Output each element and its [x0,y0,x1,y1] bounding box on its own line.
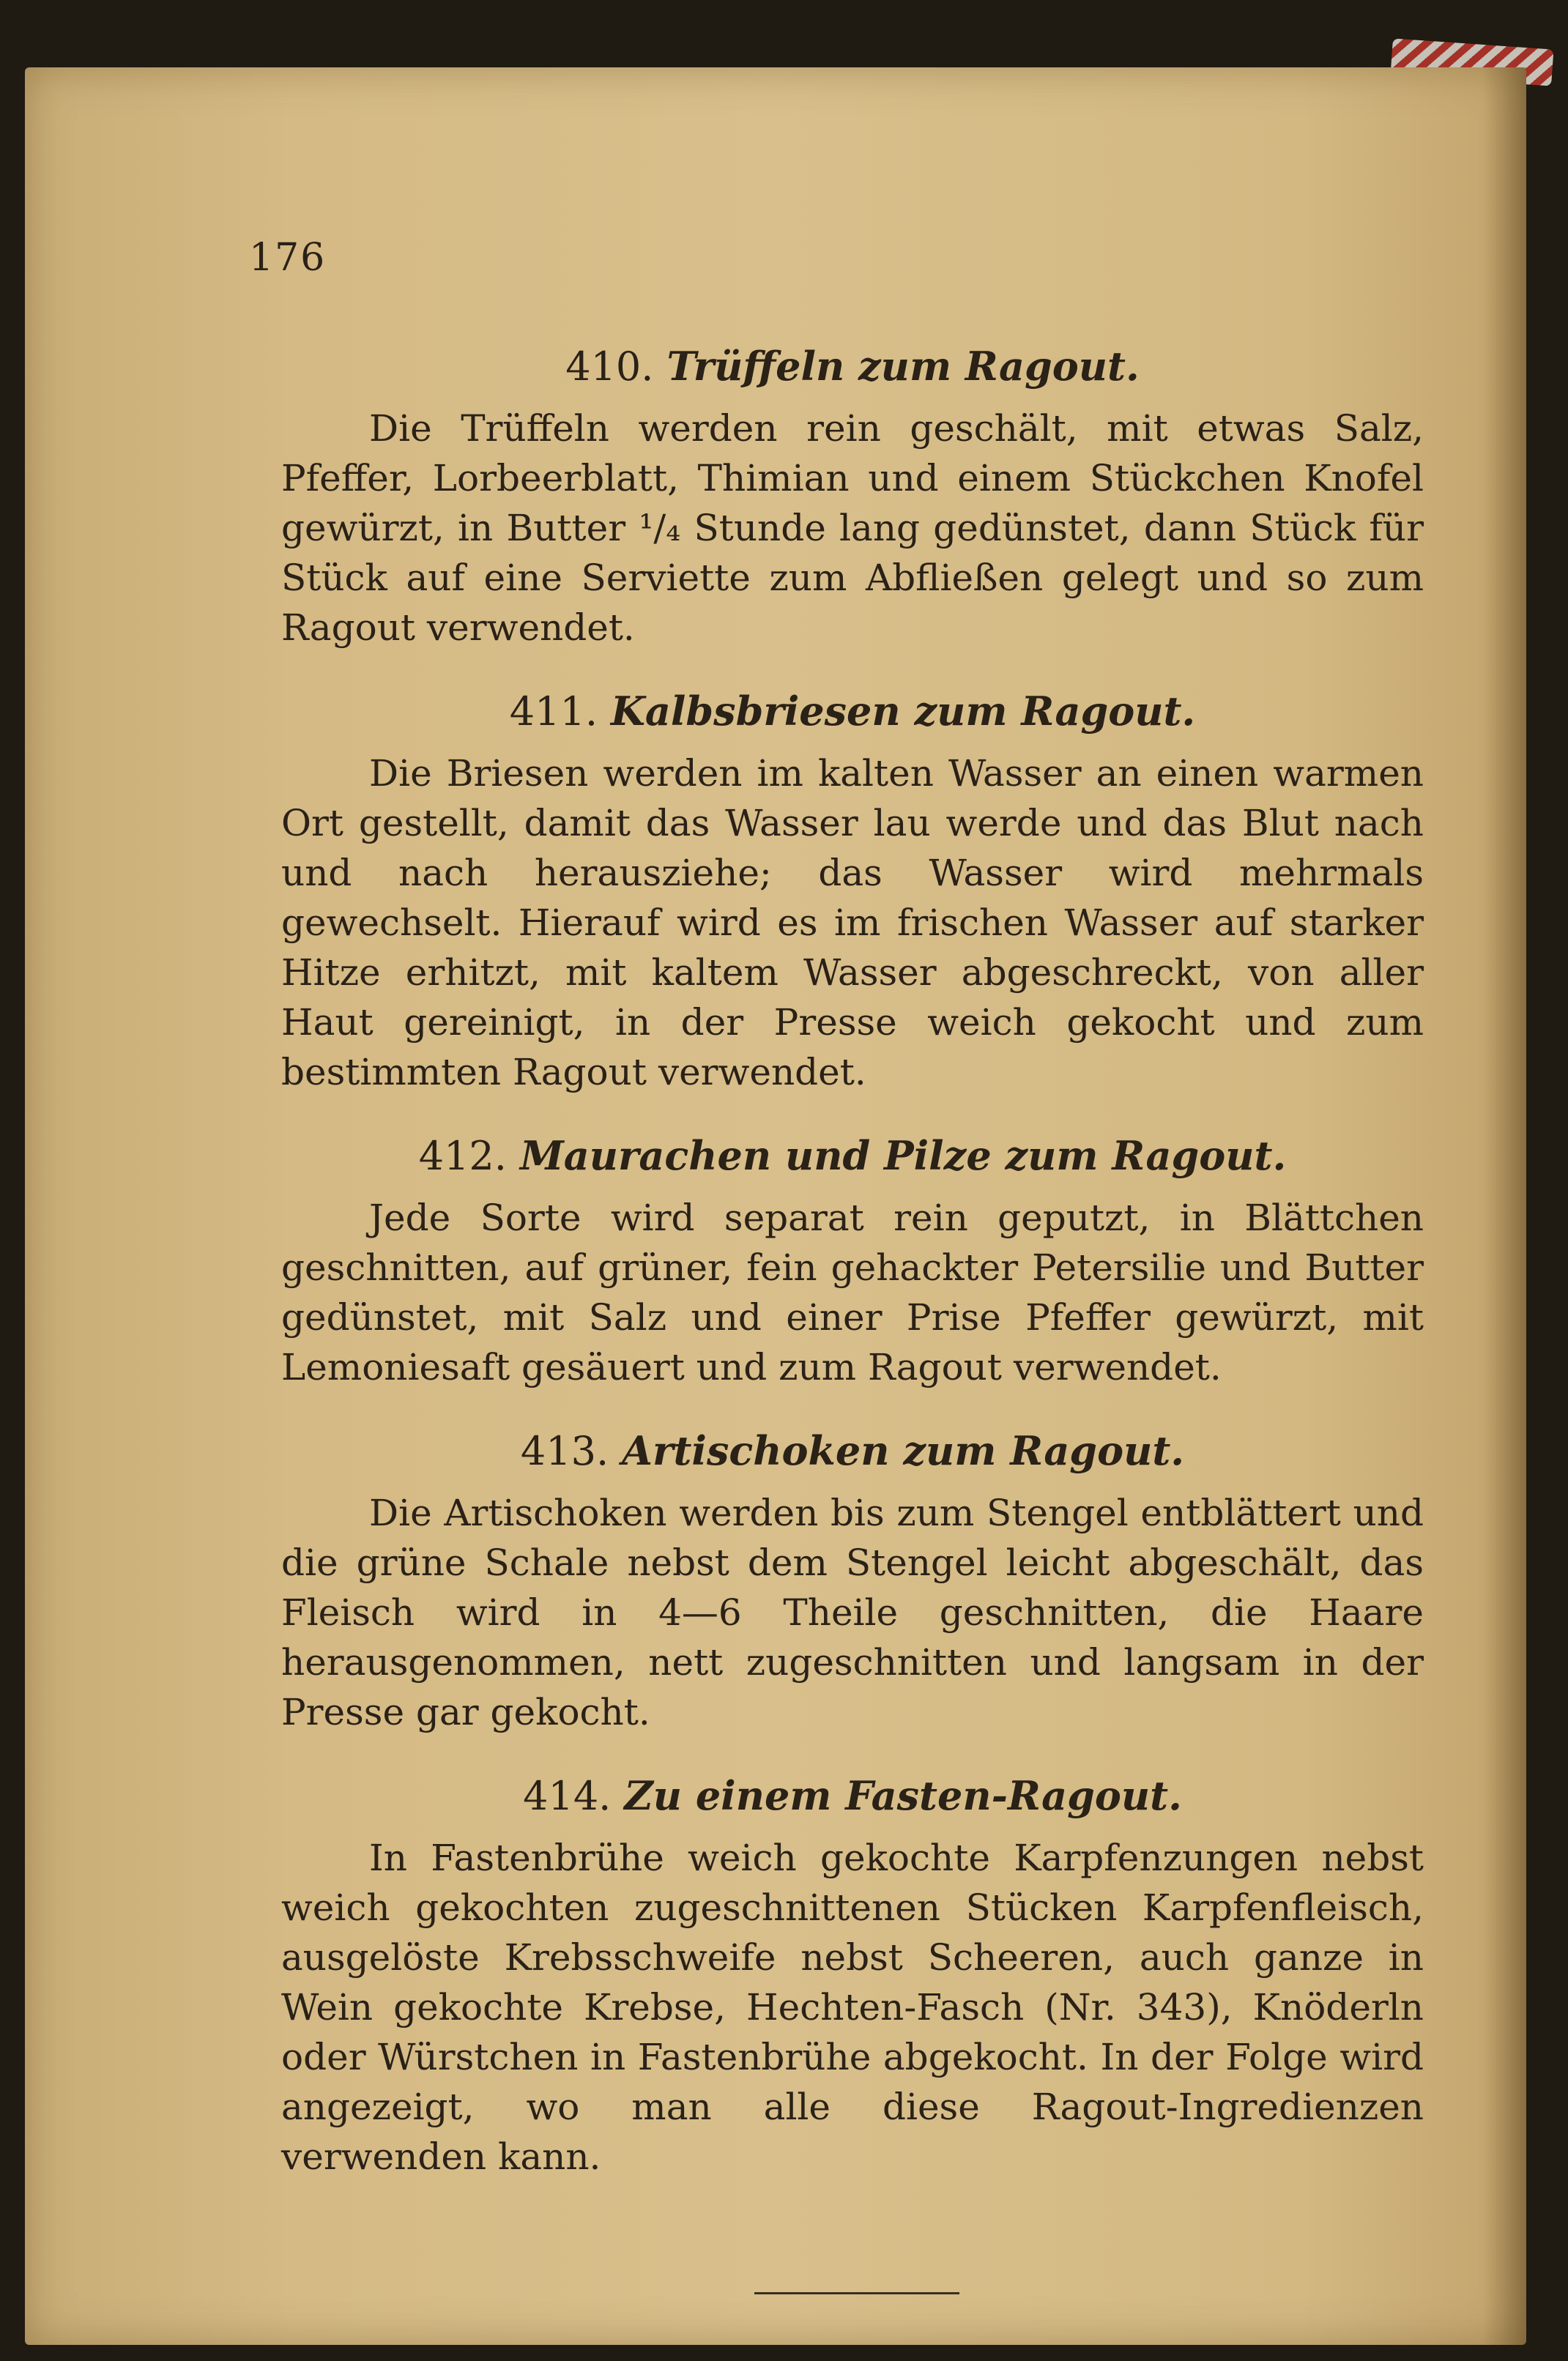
page-gutter-shadow [1482,67,1526,2345]
recipe-text: Jede Sorte wird separat rein geputzt, in Blättchen geschnitten, auf grüner, fein gehackter Petersilie und Butter gedünstet, mit Salz und einer Prise Pfeffer gewürzt, mit Lemoniesaft gesäuert und zum Ragout verwendet. [281,1197,1424,1388]
recipe-number: 412. [418,1133,507,1179]
recipe-410 [281,337,1424,652]
recipe-text: Die Briesen werden im kalten Wasser an einen warmen Ort gestellt, damit das Wasser lau werde und das Blut nach und nach herausziehe; das Wasser wird mehrmals gewechselt. Hierauf wird es im frischen Wasser auf starker Hitze erhitzt, mit kaltem Wasser abgeschreckt, von aller Haut gereinigt, in der Presse weich gekocht und zum bestimmten Ragout verwendet. [281,752,1424,1093]
recipe-title: Trüffeln zum Ragout. [666,343,1140,390]
recipe-heading [281,1766,1424,1826]
recipe-heading [281,337,1424,396]
recipe-number: 413. [520,1428,609,1474]
recipe-title: Zu einem Fasten-Ragout. [624,1772,1182,1819]
page-number: 176 [249,236,327,280]
recipe-414 [281,1766,1424,2182]
recipe-text: Die Artischoken werden bis zum Stengel entblättert und die grüne Schale nebst dem Stengel leicht abgeschält, das Fleisch wird in 4—6 Theile geschnitten, die Haare herausgenommen, nett zugeschnitten und langsam in der Presse gar gekocht. [281,1492,1424,1733]
recipe-list [281,337,1424,2211]
recipe-heading [281,682,1424,741]
recipe-412 [281,1126,1424,1392]
recipe-heading [281,1421,1424,1481]
recipe-title: Kalbsbriesen zum Ragout. [610,688,1196,735]
recipe-number: 414. [523,1773,612,1819]
recipe-number: 411. [509,688,598,735]
recipe-411 [281,682,1424,1097]
recipe-413 [281,1421,1424,1737]
recipe-title: Artischoken zum Ragout. [622,1427,1185,1474]
recipe-number: 410. [565,343,654,390]
recipe-title: Maurachen und Pilze zum Ragout. [519,1132,1287,1179]
recipe-text: In Fastenbrühe weich gekochte Karpfenzungen nebst weich gekochten zugeschnittenen Stücken Karpfenfleisch, ausgelöste Krebsschweife nebst Scheeren, auch ganze in Wein gekochte Krebse, Hechten-Fasch (Nr. 343), Knöderln oder Würstchen in Fastenbrühe abgekocht. In der Folge wird angezeigt, wo man alle diese Ragout-Ingredienzen verwenden kann. [281,1837,1424,2178]
end-divider [754,2292,959,2294]
recipe-text: Die Trüffeln werden rein geschält, mit etwas Salz, Pfeffer, Lorbeerblatt, Thimian und einem Stückchen Knofel gewürzt, in Butter ¹/₄ Stunde lang gedünstet, dann Stück für Stück auf eine Serviette zum Abfließen gelegt und so zum Ragout verwendet. [281,407,1424,649]
recipe-heading [281,1126,1424,1186]
